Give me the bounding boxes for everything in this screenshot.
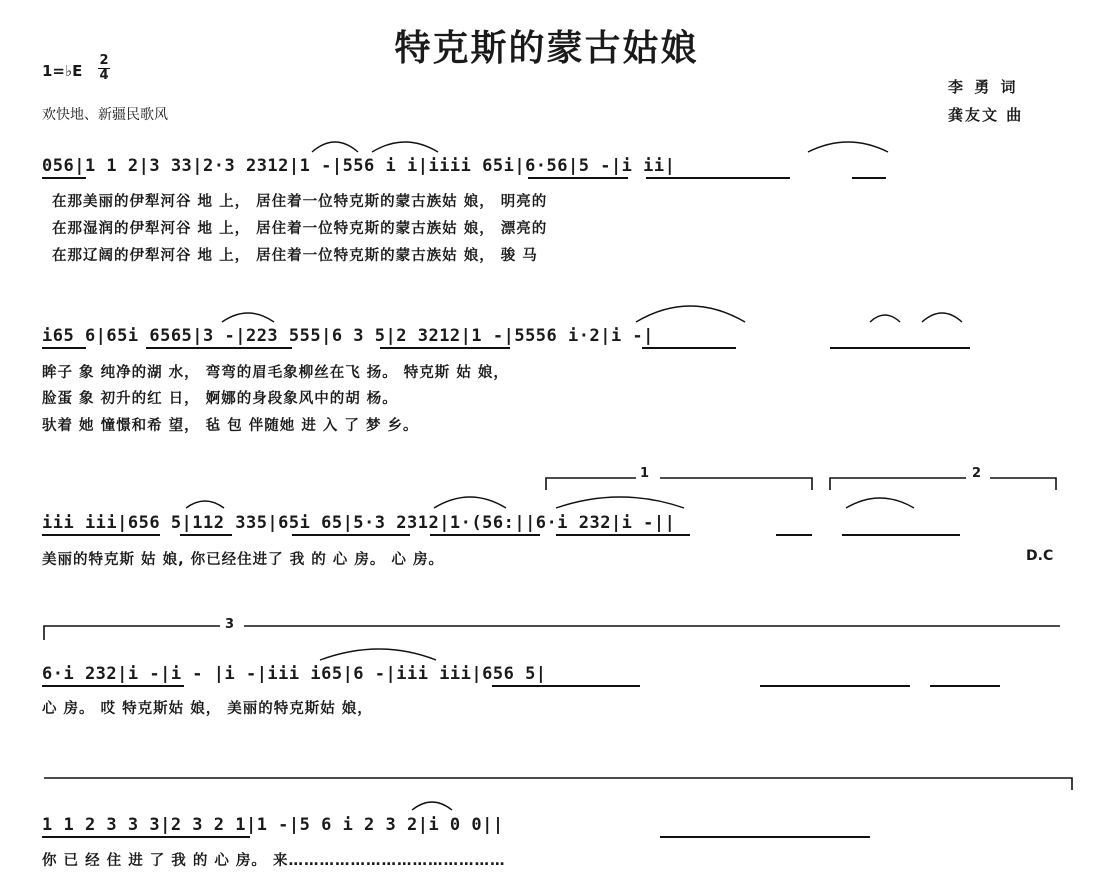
system-5-notes: 1 1 2 3 3 3|2 3 2 1|1 -|5 6 i 2 3 2|i 0 0||: [42, 815, 504, 835]
system-5-lyric-1: 你 已 经 住 进 了 我 的 心 房。 来……………………………………: [42, 853, 506, 869]
song-title: 特克斯的蒙古姑娘: [394, 27, 699, 69]
lyricist: 李 勇 词: [948, 78, 1019, 96]
slur: [556, 497, 684, 508]
system-2-lyric-2: 脸蛋 象 初升的红 日， 婀娜的身段象风中的胡 杨。: [42, 391, 398, 407]
system-3-notes: iii iii|656 5|112 335|65i 65|5·3 2312|1·(56:||6·i 232|i -||: [42, 513, 676, 533]
slur: [186, 501, 224, 508]
slur: [434, 497, 506, 508]
volta-1-label: 1: [640, 466, 650, 481]
time-signature-top: 2: [99, 53, 109, 68]
slur: [412, 802, 452, 810]
system-1-lyric-2: 在那湿润的伊犁河谷 地 上， 居住着一位特克斯的蒙古族姑 娘， 漂亮的: [52, 221, 548, 237]
system-2-lyric-1: 眸子 象 纯净的湖 水， 弯弯的眉毛象柳丝在飞 扬。 特克斯 姑 娘，: [42, 365, 509, 381]
key-signature: 1=♭E: [42, 62, 83, 80]
volta-brackets: [44, 478, 1072, 790]
volta-1-bracket: [546, 478, 636, 490]
slur: [846, 498, 914, 508]
slur: [372, 142, 438, 152]
volta-3-bracket: [44, 626, 220, 640]
slurs: [186, 142, 962, 810]
system-1-lyric-1: 在那美丽的伊犁河谷 地 上， 居住着一位特克斯的蒙古族姑 娘， 明亮的: [52, 194, 548, 210]
system-1-notes: 056|1 1 2|3 33|2·3 2312|1 -|556 i i|iiii 65i|6·56|5 -|i ii|: [42, 156, 676, 176]
slur: [320, 649, 436, 660]
slur: [870, 315, 900, 322]
time-signature-bottom: 4: [99, 68, 109, 83]
volta-1-bracket: [660, 478, 812, 490]
volta-2-bracket: [830, 478, 966, 490]
volta-3-continuation: [44, 778, 1072, 790]
system-2-notes: i65 6|65i 6565|3 -|223 555|6 3 5|2 3212|1 -|5556 i·2|i -|: [42, 326, 654, 346]
tempo-style: 欢快地、新疆民歌风: [42, 107, 168, 123]
slur: [922, 313, 962, 322]
slur: [222, 313, 274, 322]
volta-3-label: 3: [225, 617, 235, 632]
dc-mark: D.C: [1026, 548, 1054, 564]
system-1-lyric-3: 在那辽阔的伊犁河谷 地 上， 居住着一位特克斯的蒙古族姑 娘， 骏 马: [52, 248, 538, 264]
composer: 龚友文 曲: [948, 106, 1024, 124]
slur: [312, 142, 358, 152]
system-3-lyric-1: 美丽的特克斯 姑 娘, 你已经住进了 我 的 心 房。 心 房。: [42, 552, 444, 568]
system-2-lyric-3: 驮着 她 憧憬和希 望， 毡 包 伴随她 进 入 了 梦 乡。: [42, 418, 419, 434]
slur: [808, 142, 888, 152]
system-4-notes: 6·i 232|i -|i - |i -|iii i65|6 -|iii iii|656 5|: [42, 664, 547, 684]
volta-2-label: 2: [972, 466, 982, 481]
volta-2-bracket: [990, 478, 1056, 490]
system-4-lyric-1: 心 房。 哎 特克斯姑 娘， 美丽的特克斯姑 娘，: [42, 701, 373, 717]
slur: [636, 306, 745, 322]
